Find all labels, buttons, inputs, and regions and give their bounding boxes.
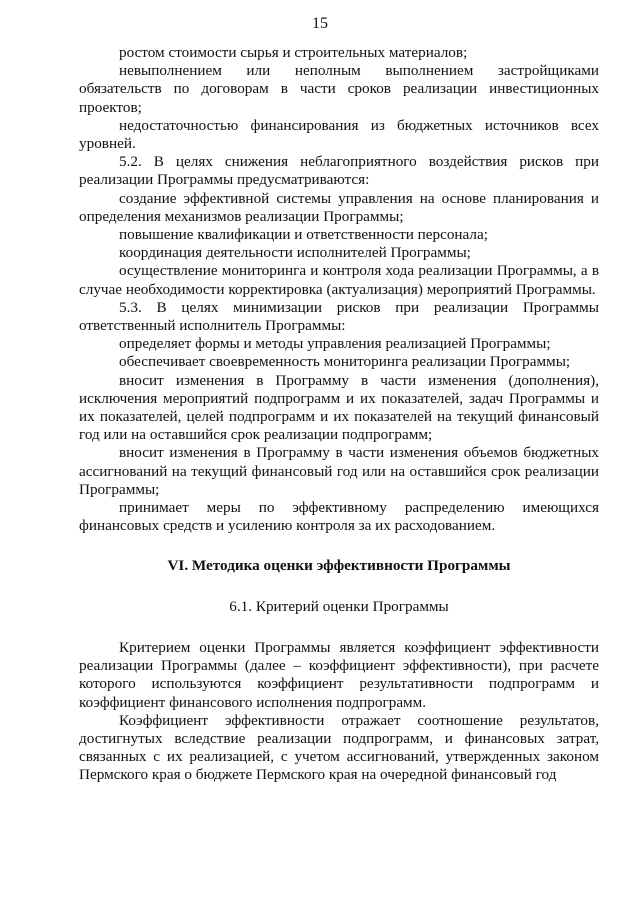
paragraph: принимает меры по эффективному распределению имеющихся финансовых средств и усилению контроля за их расходованием.	[79, 499, 599, 535]
section-heading: VI. Методика оценки эффективности Программы	[167, 557, 511, 575]
paragraph: определяет формы и методы управления реализацией Программы;	[119, 335, 551, 353]
page-number: 15	[312, 15, 328, 32]
paragraph: координация деятельности исполнителей Программы;	[119, 244, 471, 262]
paragraph: Критерием оценки Программы является коэффициент эффективности реализации Программы (далее – коэффициент эффективности), при расчете которого используются коэффициент результативности подпрограмм и коэффициент финансового исполнения подпрограмм.	[79, 638, 599, 711]
paragraph: 5.2. В целях снижения неблагоприятного воздействия рисков при реализации Программы предусматриваются:	[79, 153, 599, 189]
paragraph: создание эффективной системы управления на основе планирования и определения механизмов реализации Программы;	[79, 189, 599, 225]
paragraph: повышение квалификации и ответственности персонала;	[119, 226, 488, 244]
paragraph: обеспечивает своевременность мониторинга реализации Программы;	[119, 353, 571, 371]
paragraph: вносит изменения в Программу в части изменения (дополнения), исключения мероприятий подпрограмм и их показателей, задач Программы и их показателей, целей подпрограмм и их показателей на текущий финансовый год или на оставшийся срок реализации подпрограмм;	[79, 371, 599, 444]
document-body	[79, 44, 599, 785]
paragraph: Коэффициент эффективности отражает соотношение результатов, достигнутых вследствие реализации подпрограмм, и финансовых затрат, связанных с их реализацией, с учетом ассигнований, утвержденных законом Пермского края о бюджете Пермского края на очередной финансовый год	[79, 711, 599, 784]
paragraph: 5.3. В целях минимизации рисков при реализации Программы ответственный исполнитель Программы:	[79, 298, 599, 335]
paragraph: ростом стоимости сырья и строительных материалов;	[119, 44, 468, 61]
paragraph: невыполнением или неполным выполнением застройщиками обязательств по договорам в части сроков реализации инвестиционных проектов;	[79, 62, 599, 116]
subsection-heading: 6.1. Критерий оценки Программы	[229, 597, 449, 615]
paragraph: вносит изменения в Программу в части изменения объемов бюджетных ассигнований на текущий финансовый год или на оставшийся срок реализации Программы;	[79, 444, 599, 498]
paragraph: осуществление мониторинга и контроля хода реализации Программы, а в случае необходимости корректировка (актуализация) мероприятий Программы.	[79, 262, 599, 298]
paragraph: недостаточностью финансирования из бюджетных источников всех уровней.	[79, 116, 599, 153]
